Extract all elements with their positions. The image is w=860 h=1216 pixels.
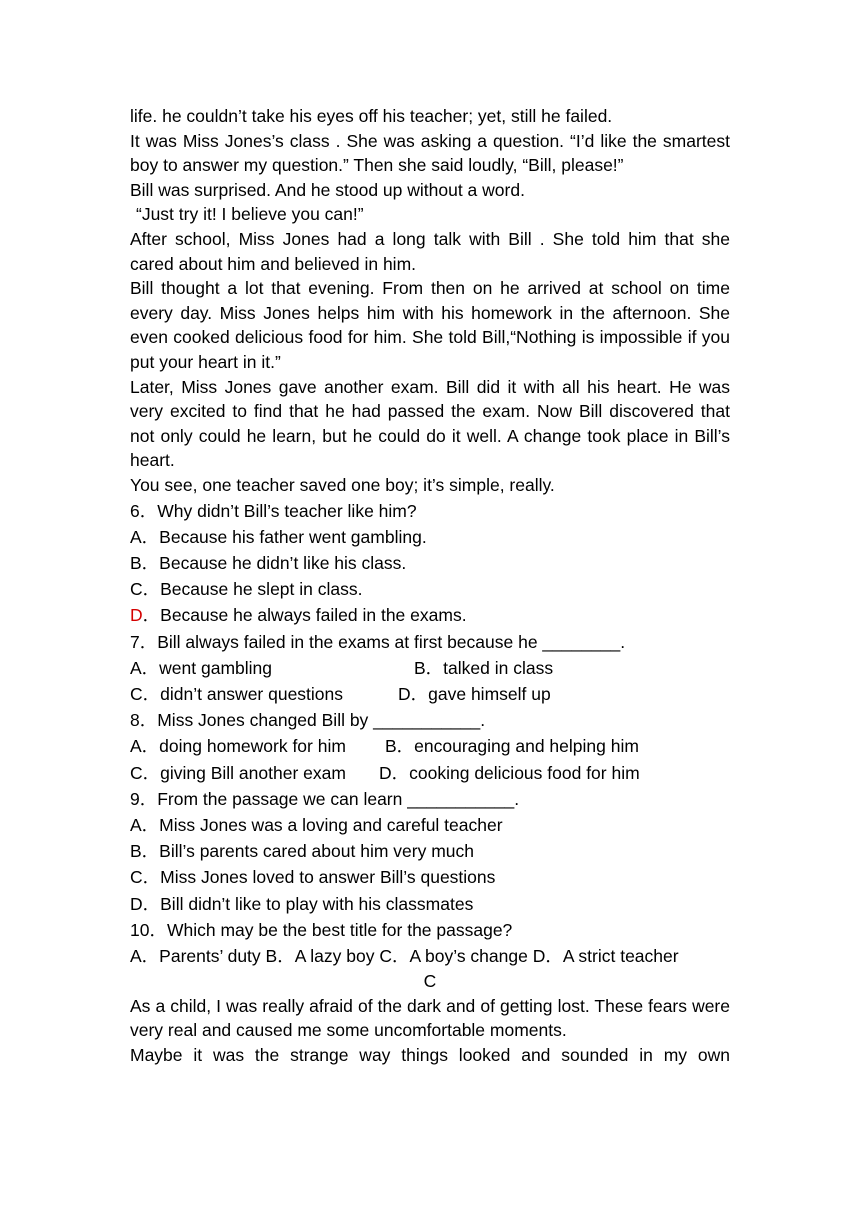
- option-a: A．Because his father went gambling.: [130, 526, 427, 547]
- option-b: B．Bill’s parents cared about him very much: [130, 841, 474, 862]
- answer-mark: D: [130, 605, 143, 626]
- option-b: B．encouraging and helping him: [385, 736, 639, 757]
- question-stem: 10．Which may be the best title for the passage?: [130, 919, 513, 940]
- options-row: [130, 760, 730, 786]
- option-c: C．giving Bill another exam: [130, 762, 346, 783]
- options-row: [130, 733, 730, 759]
- question-7: [130, 629, 730, 708]
- option-c: C．didn’t answer questions: [130, 683, 344, 704]
- question-8: [130, 707, 730, 786]
- question-6: [130, 498, 730, 629]
- question-stem: 6．Why didn’t Bill’s teacher like him?: [130, 500, 417, 521]
- options-row: [130, 681, 730, 707]
- question-10: [130, 917, 730, 969]
- passage-b-paragraph: life. he couldn’t take his eyes off his teacher; yet, still he failed.: [130, 106, 613, 126]
- option-d: D．gave himself up: [398, 683, 551, 704]
- option-c: C．Miss Jones loved to answer Bill’s questions: [130, 867, 496, 888]
- option-b: B．talked in class: [414, 657, 554, 678]
- document-page: [130, 104, 730, 1068]
- passage-b-paragraph: You see, one teacher saved one boy; it’s simple, really.: [130, 474, 555, 495]
- option-d: [130, 602, 730, 628]
- option-d-text: ．Because he always failed in the exams.: [142, 605, 467, 626]
- question-stem: 9．From the passage we can learn ___________.: [130, 788, 520, 809]
- question-stem: 7．Bill always failed in the exams at first because he ________.: [130, 631, 626, 652]
- passage-b-paragraph: It was Miss Jones’s class . She was asking a question. “I’d like the smartest boy to answer my question.” Then she said loudly, “Bill, please!”: [130, 130, 730, 176]
- passage-c-paragraph: Maybe it was the strange way things looked and sounded in my own: [130, 1044, 730, 1065]
- option-c: C．Because he slept in class.: [130, 579, 363, 600]
- passage-b-paragraph: “Just try it! I believe you can!”: [136, 204, 364, 225]
- question-9: [130, 786, 730, 917]
- option-a: A．Miss Jones was a loving and careful teacher: [130, 814, 503, 835]
- passage-b-paragraph: Bill thought a lot that evening. From then on he arrived at school on time every day. Miss Jones helps him with his homework in the afternoon. She even cooked delicious food for him. She told Bill,“Nothing is impossible if you put your heart in it.”: [130, 278, 730, 372]
- passage-c-paragraph: As a child, I was really afraid of the dark and of getting lost. These fears were very real and caused me some uncomfortable moments.: [130, 995, 730, 1041]
- options-line: A．Parents’ duty B．A lazy boy C．A boy’s change D．A strict teacher: [130, 945, 679, 966]
- passage-b-paragraph: After school, Miss Jones had a long talk with Bill . She told him that she cared about him and believed in him.: [130, 228, 730, 274]
- question-stem: 8．Miss Jones changed Bill by ___________.: [130, 710, 486, 731]
- option-d: D．cooking delicious food for him: [379, 762, 640, 783]
- option-a: A．doing homework for him: [130, 736, 346, 757]
- passage-b-paragraph: Later, Miss Jones gave another exam. Bill did it with all his heart. He was very excited to find that he had passed the exam. Now Bill discovered that not only could he learn, but he could do it well. A change took place in Bill’s heart.: [130, 376, 730, 471]
- passage-b-paragraph: Bill was surprised. And he stood up without a word.: [130, 179, 525, 200]
- option-d: D．Bill didn’t like to play with his classmates: [130, 893, 474, 914]
- options-row: [130, 655, 730, 681]
- option-a: A．went gambling: [130, 657, 273, 678]
- option-b: B．Because he didn’t like his class.: [130, 552, 407, 573]
- section-heading-c: C: [423, 971, 437, 992]
